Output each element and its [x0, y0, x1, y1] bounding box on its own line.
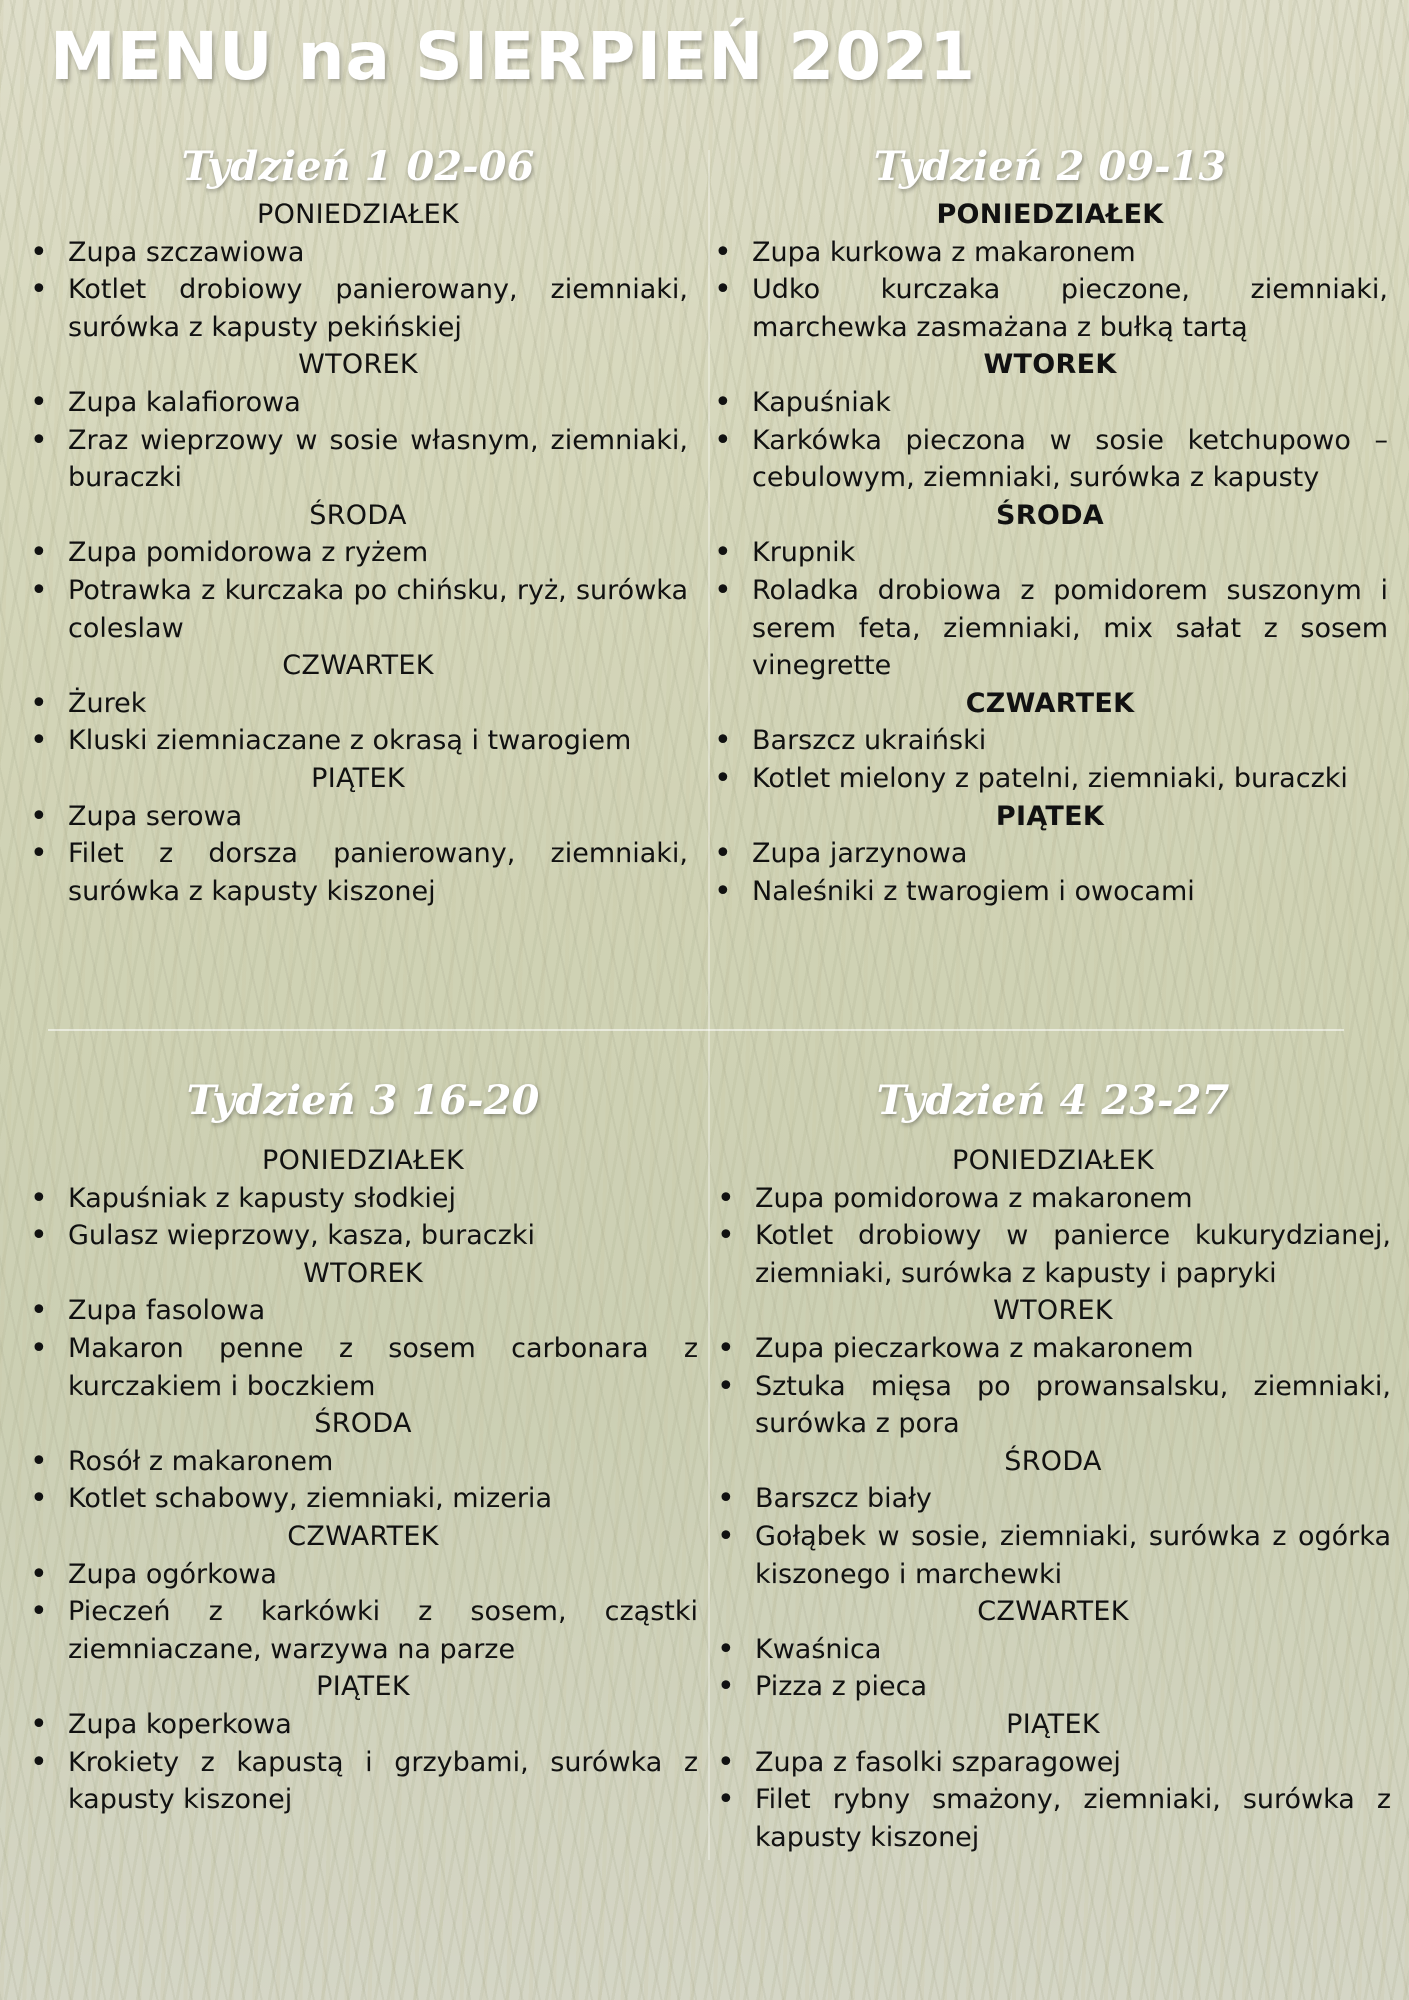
- dish-item: • Naleśniki z twarogiem i owocami: [712, 873, 1388, 911]
- day-thursday: [28, 1518, 698, 1668]
- dish-list: [28, 1706, 698, 1819]
- day-heading: PIĄTEK: [1006, 1708, 1100, 1740]
- dish-list: [715, 1744, 1391, 1857]
- dish-list: [715, 1330, 1391, 1443]
- day-heading: PONIEDZIAŁEK: [261, 1145, 464, 1176]
- dish-item: • Zupa fasolowa: [28, 1292, 698, 1330]
- day-thursday: [715, 1593, 1391, 1706]
- day-heading: ŚRODA: [1004, 1445, 1102, 1477]
- dish-item: • Żurek: [28, 685, 688, 723]
- day-wednesday: [28, 1405, 698, 1518]
- dish-list: [715, 1631, 1391, 1706]
- day-thursday: [712, 685, 1388, 798]
- day-friday: [28, 760, 688, 910]
- day-heading: WTOREK: [303, 1257, 423, 1289]
- day-monday: [28, 196, 688, 346]
- dish-item: • Kotlet drobiowy w panierce kukurydzianej, ziemniaki, surówka z kapusty i papryki: [715, 1217, 1391, 1292]
- dish-list: [712, 835, 1388, 910]
- week-title: Tydzień 4 23-27: [876, 1077, 1230, 1124]
- dish-list: [712, 384, 1388, 497]
- day-heading: ŚRODA: [309, 499, 407, 531]
- dish-item: • Kwaśnica: [715, 1631, 1391, 1669]
- horizontal-divider: [48, 1029, 1344, 1031]
- dish-item: • Pizza z pieca: [715, 1668, 1391, 1706]
- dish-item: • Zraz wieprzowy w sosie własnym, ziemniaki, buraczki: [28, 422, 688, 497]
- dish-list: [28, 384, 688, 497]
- dish-item: • Zupa szczawiowa: [28, 234, 688, 272]
- dish-item: • Filet z dorsza panierowany, ziemniaki, surówka z kapusty kiszonej: [28, 835, 688, 910]
- dish-list: [28, 1556, 698, 1669]
- day-thursday: [28, 647, 688, 760]
- day-heading: CZWARTEK: [977, 1596, 1129, 1628]
- dish-item: • Karkówka pieczona w sosie ketchupowo – cebulowym, ziemniaki, surówka z kapusty: [712, 422, 1388, 497]
- dish-item: • Makaron penne z sosem carbonara z kurczakiem i boczkiem: [28, 1330, 698, 1405]
- day-heading: CZWARTEK: [282, 650, 434, 682]
- dish-item: • Kapuśniak z kapusty słodkiej: [28, 1180, 698, 1218]
- dish-item: • Gołąbek w sosie, ziemniaki, surówka z ogórka kiszonego i marchewki: [715, 1518, 1391, 1593]
- day-friday: [715, 1706, 1391, 1856]
- day-heading: CZWARTEK: [287, 1520, 439, 1552]
- dish-item: • Zupa pomidorowa z makaronem: [715, 1180, 1391, 1218]
- dish-item: • Barszcz biały: [715, 1480, 1391, 1518]
- dish-item: • Pieczeń z karkówki z sosem, cząstki ziemniaczane, warzywa na parze: [28, 1593, 698, 1668]
- day-wednesday: [715, 1443, 1391, 1593]
- day-tuesday: [28, 346, 688, 496]
- dish-item: • Zupa z fasolki szparagowej: [715, 1744, 1391, 1782]
- week-3-section: [28, 1072, 698, 1819]
- dish-list: [28, 685, 688, 760]
- dish-list: [715, 1180, 1391, 1293]
- dish-list: [715, 1480, 1391, 1593]
- dish-item: • Potrawka z kurczaka po chińsku, ryż, surówka coleslaw: [28, 572, 688, 647]
- week-title: Tydzień 1 02-06: [181, 143, 535, 190]
- dish-item: • Kluski ziemniaczane z okrasą i twarogiem: [28, 722, 688, 760]
- day-heading: WTOREK: [993, 1295, 1113, 1327]
- dish-item: • Zupa pieczarkowa z makaronem: [715, 1330, 1391, 1368]
- dish-item: • Filet rybny smażony, ziemniaki, surówka z kapusty kiszonej: [715, 1781, 1391, 1856]
- day-heading: PONIEDZIAŁEK: [256, 199, 459, 230]
- week-2-section: [712, 138, 1388, 910]
- dish-item: • Krokiety z kapustą i grzybami, surówka z kapusty kiszonej: [28, 1744, 698, 1819]
- day-friday: [28, 1668, 698, 1818]
- day-monday: [712, 196, 1388, 346]
- week-title: Tydzień 2 09-13: [873, 143, 1227, 190]
- dish-list: [28, 1292, 698, 1405]
- dish-item: • Kotlet drobiowy panierowany, ziemniaki, surówka z kapusty pekińskiej: [28, 271, 688, 346]
- day-heading: WTOREK: [298, 349, 418, 381]
- dish-item: • Krupnik: [712, 534, 1388, 572]
- dish-item: • Barszcz ukraiński: [712, 722, 1388, 760]
- dish-item: • Zupa ogórkowa: [28, 1556, 698, 1594]
- dish-item: • Zupa pomidorowa z ryżem: [28, 534, 688, 572]
- day-heading: WTOREK: [983, 349, 1117, 381]
- day-friday: [712, 798, 1388, 911]
- day-wednesday: [28, 497, 688, 647]
- day-heading: PONIEDZIAŁEK: [951, 1145, 1154, 1176]
- dish-item: • Zupa kurkowa z makaronem: [712, 234, 1388, 272]
- dish-item: • Zupa jarzynowa: [712, 835, 1388, 873]
- page-title: MENU na SIERPIEŃ 2021: [50, 18, 976, 95]
- dish-list: [28, 1443, 698, 1518]
- dish-item: • Kotlet schabowy, ziemniaki, mizeria: [28, 1480, 698, 1518]
- week-4-section: [715, 1072, 1391, 1856]
- dish-list: [28, 798, 688, 911]
- dish-list: [712, 234, 1388, 347]
- dish-list: [712, 722, 1388, 797]
- dish-item: • Kotlet mielony z patelni, ziemniaki, buraczki: [712, 760, 1388, 798]
- day-heading: CZWARTEK: [965, 687, 1135, 719]
- day-monday: [28, 1142, 698, 1255]
- day-monday: [715, 1142, 1391, 1292]
- day-heading: PONIEDZIAŁEK: [936, 199, 1164, 230]
- week-title: Tydzień 3 16-20: [186, 1077, 540, 1124]
- dish-item: • Zupa serowa: [28, 798, 688, 836]
- day-tuesday: [715, 1292, 1391, 1442]
- vertical-divider: [708, 150, 710, 1860]
- day-tuesday: [28, 1255, 698, 1405]
- day-heading: PIĄTEK: [316, 1671, 410, 1703]
- dish-list: [28, 534, 688, 647]
- day-heading: PIĄTEK: [995, 800, 1105, 832]
- day-heading: PIĄTEK: [311, 762, 405, 794]
- day-wednesday: [712, 497, 1388, 685]
- dish-item: • Zupa koperkowa: [28, 1706, 698, 1744]
- day-heading: ŚRODA: [314, 1408, 412, 1440]
- dish-item: • Rosół z makaronem: [28, 1443, 698, 1481]
- dish-list: [28, 234, 688, 347]
- dish-list: [712, 534, 1388, 684]
- dish-list: [28, 1180, 698, 1255]
- dish-item: • Roladka drobiowa z pomidorem suszonym i serem feta, ziemniaki, mix sałat z sosem vinegrette: [712, 572, 1388, 685]
- day-tuesday: [712, 346, 1388, 496]
- dish-item: • Sztuka mięsa po prowansalsku, ziemniaki, surówka z pora: [715, 1368, 1391, 1443]
- dish-item: • Gulasz wieprzowy, kasza, buraczki: [28, 1217, 698, 1255]
- dish-item: • Kapuśniak: [712, 384, 1388, 422]
- day-heading: ŚRODA: [996, 499, 1104, 531]
- dish-item: • Udko kurczaka pieczone, ziemniaki, marchewka zasmażana z bułką tartą: [712, 271, 1388, 346]
- week-1-section: [28, 138, 688, 910]
- dish-item: • Zupa kalafiorowa: [28, 384, 688, 422]
